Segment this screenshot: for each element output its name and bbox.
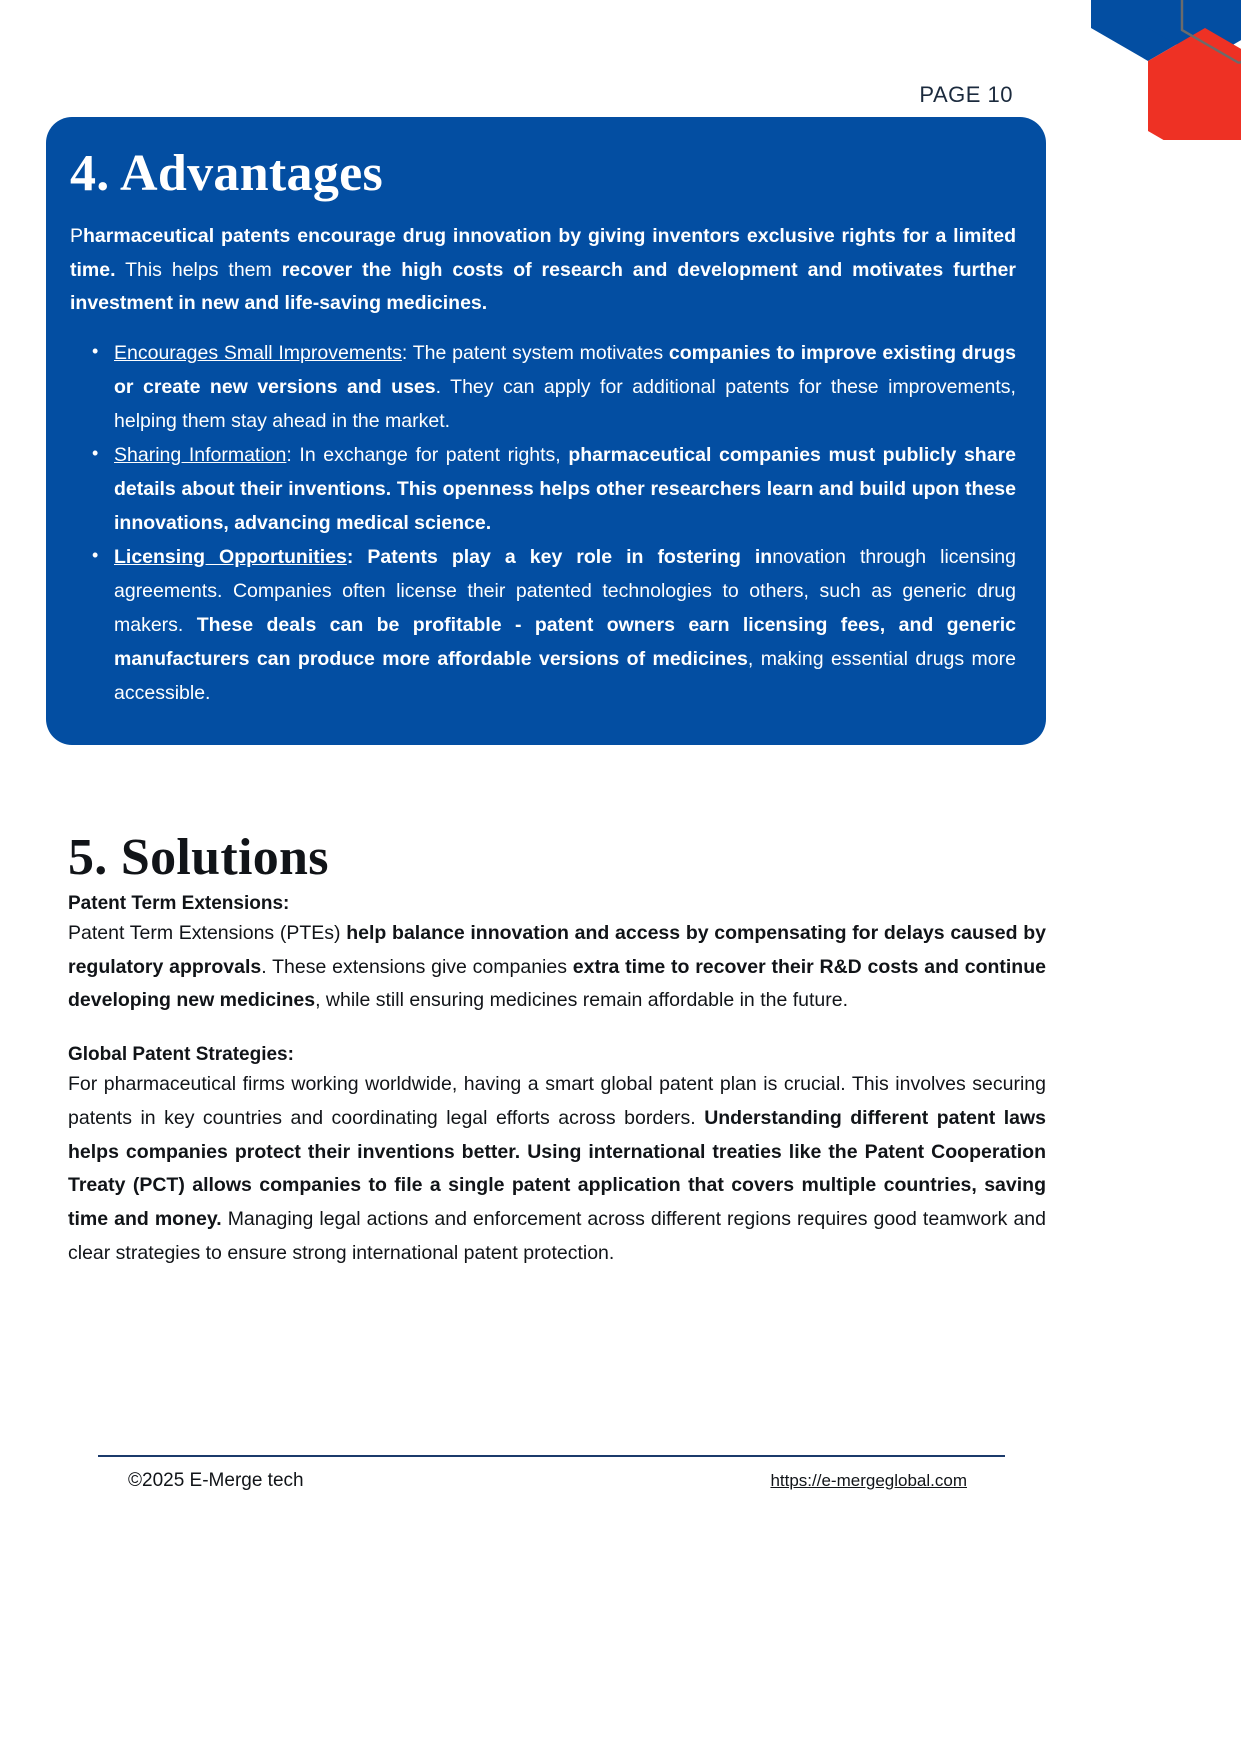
- pte-lead: Patent Term Extensions (PTEs): [68, 922, 347, 944]
- page-number-label: PAGE 10: [919, 82, 1013, 107]
- subheading-patent-term-extensions: Patent Term Extensions:: [68, 893, 290, 914]
- pte-bold-1: help balance innovation and access by compensating for delays caused by regulatory approvals: [68, 922, 1046, 978]
- bullet-1-lead: Encourages Small Improvements: [114, 342, 402, 365]
- logo-blue-shape-right: [1148, 0, 1241, 61]
- advantages-panel: [46, 117, 1046, 745]
- bullet-1-after-lead: : The patent system motivates: [401, 342, 669, 365]
- advantages-bullet-list: [70, 337, 1016, 710]
- bullet-1-tail: . They can apply for additional patents for these improvements, helping them stay ahead in the market.: [114, 376, 1016, 433]
- footer-divider: [98, 1455, 1005, 1457]
- e-merge-hex-cube-logo: [1011, 0, 1241, 140]
- solutions-body: [68, 893, 1046, 1297]
- bullet-2-bold: pharmaceutical companies must publicly share details about their inventions. This openness helps other researchers learn and build upon these innovations, advancing medical science.: [114, 444, 1016, 534]
- logo-outline: [1182, 0, 1239, 63]
- gps-bold-1: Understanding different patent laws helps companies protect their inventions better. Using international treaties like the Patent Cooperation Treaty (PCT) allows companies to file a single patent application that covers multiple countries, saving time and money.: [68, 1106, 1046, 1231]
- pte-mid-1: . These extensions give companies: [261, 955, 573, 978]
- list-item: [114, 439, 1016, 541]
- footer: [98, 1470, 1005, 1492]
- bullet-3-tail: novation through licensing agreements. Companies often license their patented technologies to others, such as generic drug makers.: [114, 545, 1016, 636]
- pte-tail: , while still ensuring medicines remain affordable in the future.: [315, 989, 848, 1012]
- logo-blue-shape: [1091, 0, 1205, 61]
- gps-lead: For pharmaceutical firms working worldwide, having a smart global patent plan is crucial. This involves securing patents in key countries and coordinating legal efforts across borders.: [68, 1073, 1046, 1129]
- list-item: [114, 337, 1016, 439]
- advantages-heading: 4. Advantages: [70, 145, 384, 202]
- intro-middle: This helps them: [115, 258, 282, 281]
- subheading-global-patent-strategies: Global Patent Strategies:: [68, 1044, 294, 1066]
- footer-copyright: ©2025 E-Merge tech: [128, 1470, 304, 1491]
- intro-tail-bold: recover the high costs of research and development and motivates further investment in new and life-saving medicines.: [70, 258, 1016, 315]
- intro-lead-bold: harmaceutical patents encourage drug innovation by giving inventors exclusive rights for a limited time.: [70, 224, 1016, 281]
- pte-bold-2: extra time to recover their R&D costs and continue developing new medicines: [68, 955, 1046, 1012]
- advantages-intro-paragraph: [70, 220, 1016, 322]
- paragraph-global-patent-strategies: [68, 1068, 1046, 1270]
- footer-website-link[interactable]: https://e-mergeglobal.com: [770, 1471, 967, 1490]
- bullet-3-bold: Patents play a key role in fostering in: [367, 545, 773, 568]
- bullet-1-bold: companies to improve existing drugs or create new versions and uses: [114, 342, 1016, 399]
- bullet-2-lead: Sharing Information: [114, 444, 287, 467]
- bullet-3-lead: Licensing Opportunities: [114, 545, 347, 568]
- list-item: [114, 541, 1016, 711]
- logo-red-shape: [1148, 28, 1241, 140]
- bullet-2-after-lead: : In exchange for patent rights,: [286, 444, 569, 467]
- gps-mid-1: Managing legal actions and enforcement across different regions requires good teamwork and clear strategies to ensure strong international patent protection.: [68, 1208, 1047, 1264]
- bullet-3-after-lead: :: [346, 545, 368, 568]
- bullet-3-bold-2: These deals can be profitable - patent owners earn licensing fees, and generic manufacturers can produce more affordable versions of medicines: [114, 613, 1016, 670]
- intro-lead-letter: P: [70, 224, 84, 247]
- paragraph-patent-term-extensions: [68, 917, 1046, 1018]
- bullet-3-tail-2: , making essential drugs more accessible.: [114, 647, 1016, 704]
- solutions-heading: 5. Solutions: [68, 828, 329, 886]
